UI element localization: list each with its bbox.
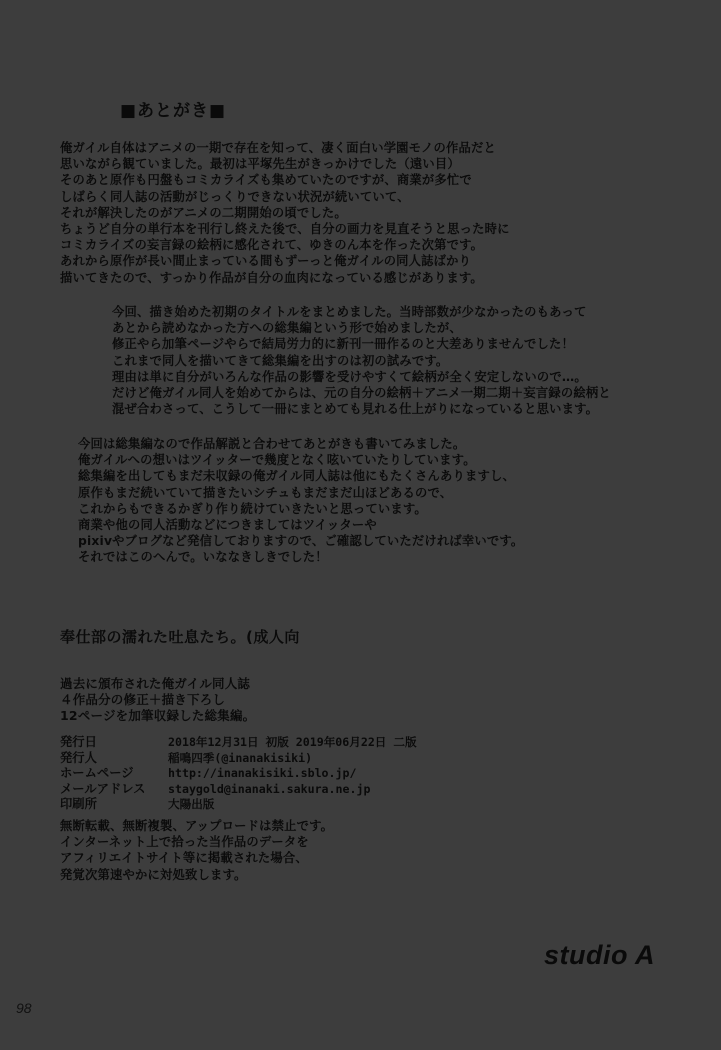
notice-line: 無断転載、無断複製、アップロードは禁止です。 <box>60 819 334 833</box>
text-line: 修正やら加筆ページやらで結局労力的に新刊一冊作るのと大差ありませんでした！ <box>112 337 575 352</box>
colophon-value: 稲鳴四季(@inanakisiki) <box>168 750 313 765</box>
colophon-row <box>60 751 417 767</box>
text-line: 総集編を出してもまだ未収録の俺ガイル同人誌は他にもたくさんありますし、 <box>78 469 516 484</box>
colophon-value: 大陽出版 <box>168 797 215 811</box>
copyright-notice <box>60 818 333 883</box>
colophon-label: 印刷所 <box>60 797 97 811</box>
notice-line: アフィリエイトサイト等に掲載された場合、 <box>60 851 308 866</box>
colophon-label: 発行人 <box>60 750 97 765</box>
text-line: ちょうど自分の単行本を刊行し終えた後で、自分の画力を見直そうと思った時に <box>60 222 510 237</box>
text-line: あとから読めなかった方への総集編という形で始めましたが、 <box>112 321 462 336</box>
colophon-value: http://inanakisiki.sblo.jp/ <box>168 766 357 780</box>
colophon-value: 2018年12月31日 初版 2019年06月22日 二版 <box>168 735 417 749</box>
text-line: 思いながら観ていました。最初は平塚先生がきっかけでした（遠い目） <box>60 157 460 172</box>
page-number: 98 <box>16 1000 32 1016</box>
text-line: だけど俺ガイル同人を始めてからは、元の自分の絵柄＋アニメ一期二期＋妄言録の絵柄と <box>112 386 611 401</box>
colophon-label: ホームページ <box>60 766 134 780</box>
text-line: コミカライズの妄言録の絵柄に感化されて、ゆきのん本を作った次第です。 <box>60 238 484 253</box>
colophon-value: staygold@inanaki.sakura.ne.jp <box>168 781 371 796</box>
text-line: これまで同人を描いてきて総集編を出すのは初の試みです。 <box>112 353 449 368</box>
text-line: そのあと原作も円盤もコミカライズも集めていたのですが、商業が多忙で <box>60 173 472 188</box>
description-line: 12ページを加筆収録した総集編。 <box>60 707 256 723</box>
text-line: あれから原作が長い間止まっている間もずーっと俺ガイルの同人誌ばかり <box>60 254 472 269</box>
text-line: 俺ガイルへの想いはツイッターで幾度となく呟いていたりしています。 <box>78 453 476 468</box>
text-line: それが解決したのがアニメの二期開始の頃でした。 <box>60 205 347 220</box>
description-line: 過去に頒布された俺ガイル同人誌 <box>60 676 251 691</box>
colophon-row <box>60 766 417 782</box>
afterword-paragraph-3 <box>78 436 523 566</box>
text-line: 今回は総集編なので作品解説と合わせてあとがきも書いてみました。 <box>78 437 466 451</box>
text-line: 商業や他の同人活動などにつきましてはツイッターや <box>78 518 377 533</box>
text-line: これからもできるかぎり作り続けていきたいと思っています。 <box>78 501 427 516</box>
afterword-paragraph-2 <box>112 304 611 417</box>
text-line: 俺ガイル自体はアニメの一期で存在を知って、凄く面白い学園モノの作品だと <box>60 141 497 155</box>
text-line: 今回、描き始めた初期のタイトルをまとめました。当時部数が少なかったのもあって <box>112 305 587 319</box>
colophon-row <box>60 735 417 751</box>
book-title: 奉仕部の濡れた吐息たち。(成人向 <box>60 628 300 646</box>
colophon-row <box>60 782 417 798</box>
text-line: 理由は単に自分がいろんな作品の影響を受けやすくて絵柄が全く安定しないので…。 <box>112 369 587 384</box>
colophon <box>60 735 417 813</box>
colophon-label: 発行日 <box>60 735 97 749</box>
book-description <box>60 676 255 723</box>
notice-line: 発覚次第速やかに対処致します。 <box>60 867 247 882</box>
text-line: 原作もまだ続いていて描きたいシチュもまだまだ山ほどあるので、 <box>78 485 453 500</box>
colophon-row <box>60 797 417 813</box>
text-line: それではこのへんで。いななきしきでした！ <box>78 550 328 565</box>
text-line: しばらく同人誌の活動がじっくりできない状況が続いていて、 <box>60 189 410 204</box>
text-line: 混ぜ合わさって、こうして一冊にまとめても見れる仕上がりになっていると思います。 <box>112 402 599 417</box>
circle-name: studio A <box>544 940 655 970</box>
afterword-heading: ■あとがき■ <box>120 101 227 121</box>
text-line: 描いてきたので、すっかり作品が自分の血肉になっている感じがあります。 <box>60 270 483 285</box>
description-line: ４作品分の修正＋描き下ろし <box>60 691 226 707</box>
text-line: pixivやブログなど発信しておりますので、ご確認していただければ幸いです。 <box>78 534 524 549</box>
notice-line: インターネット上で拾った当作品のデータを <box>60 835 309 850</box>
colophon-label: メールアドレス <box>60 781 146 796</box>
afterword-paragraph-1 <box>60 140 510 286</box>
